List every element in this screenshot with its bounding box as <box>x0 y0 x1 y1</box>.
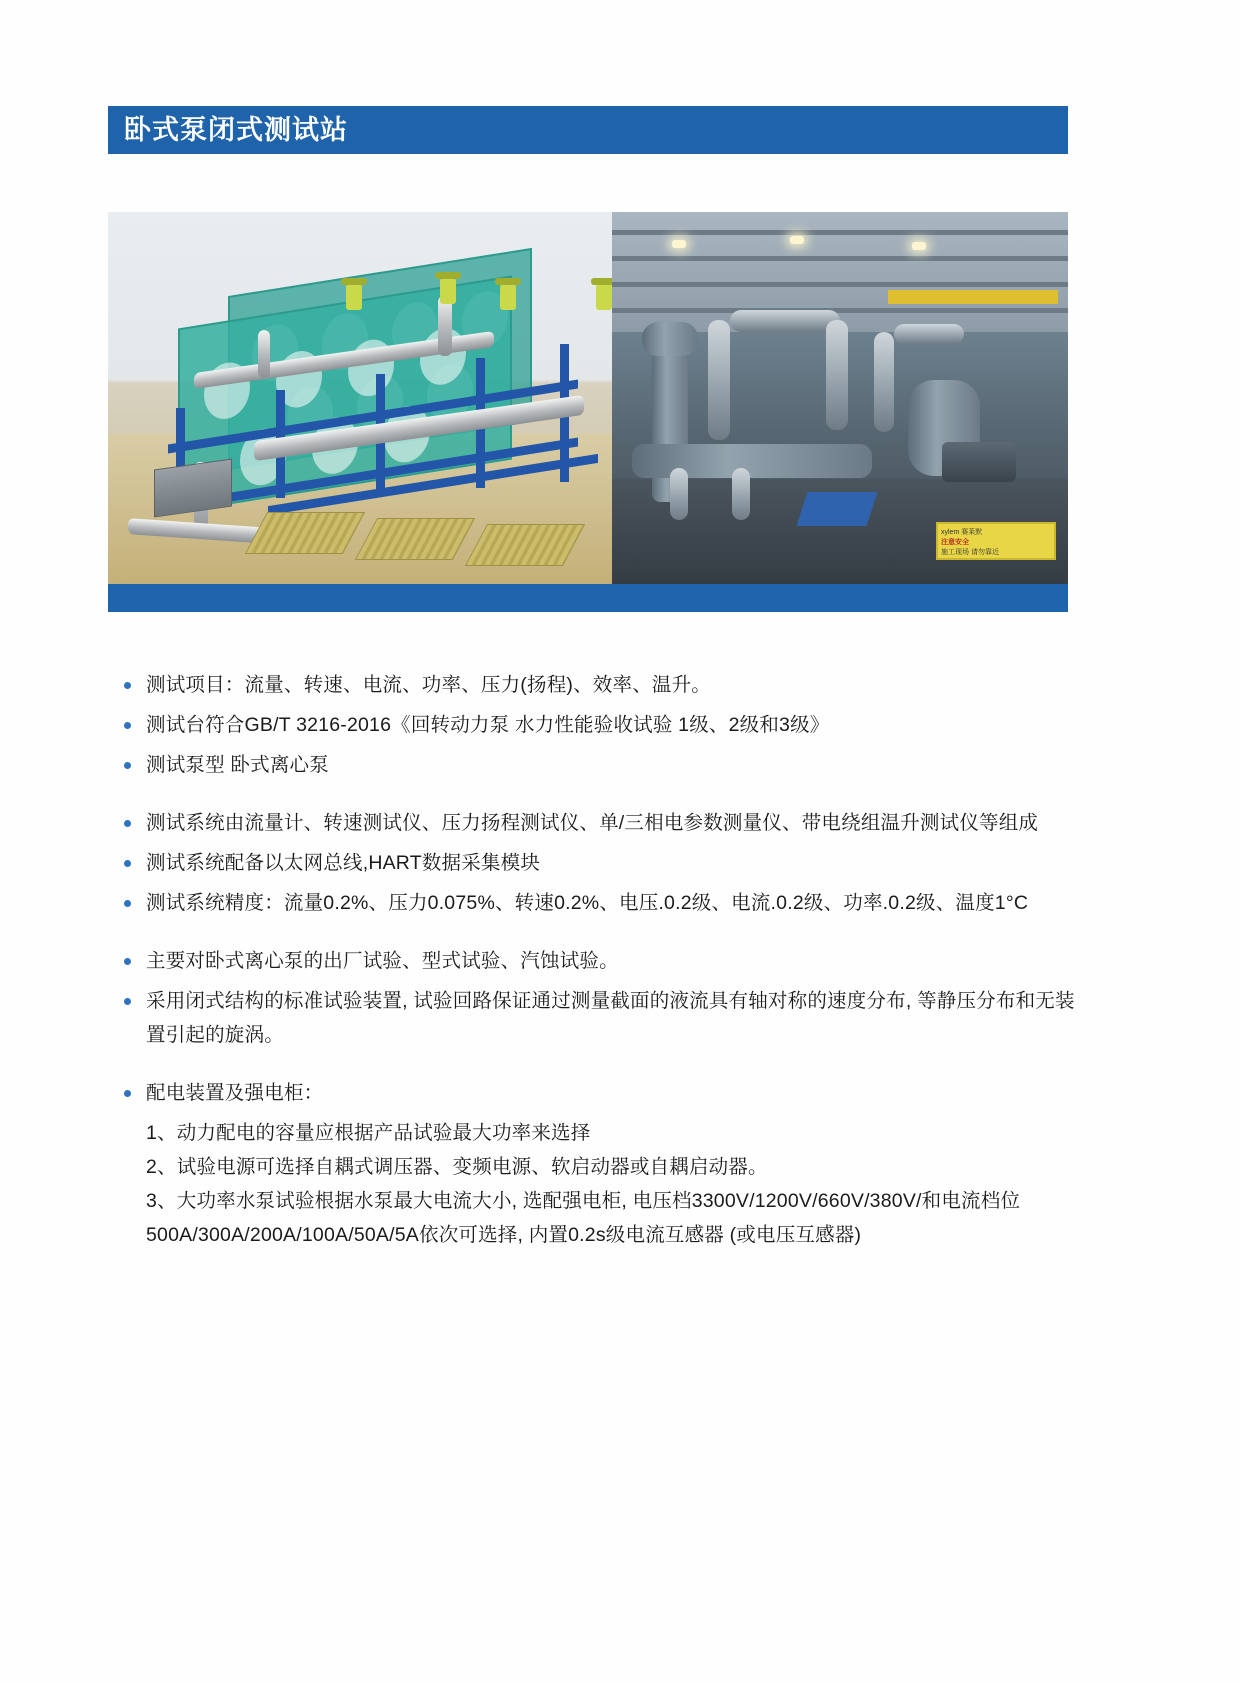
vessel-top-flange <box>642 322 698 356</box>
bullet-item: 测试系统配备以太网总线,HART数据采集模块 <box>108 846 1088 880</box>
safety-sign-line1: xylem 赛莱默 <box>941 529 983 536</box>
valve-4 <box>596 284 612 310</box>
silver-pipe-1 <box>708 320 730 440</box>
bullet-item: 主要对卧式离心泵的出厂试验、型式试验、汽蚀试验。 <box>108 944 1088 978</box>
power-item: 2、试验电源可选择自耦式调压器、变频电源、软启动器或自耦启动器。 <box>146 1156 768 1178</box>
valve-2 <box>440 278 456 304</box>
blue-pallet <box>796 492 877 526</box>
safety-sign-line2: 注意安全 <box>941 539 969 546</box>
power-item: 1、动力配电的容量应根据产品试验最大功率来选择 <box>146 1122 591 1144</box>
valve-3 <box>500 284 516 310</box>
figure-row <box>108 212 1068 584</box>
bullet-item: 测试系统精度：流量0.2%、压力0.075%、转速0.2%、电压.0.2级、电流.0.2级、功率.0.2级、温度1°C <box>108 886 1088 920</box>
body-content <box>108 668 1088 1276</box>
silver-pipe-2 <box>826 320 848 430</box>
pipe-riser-1 <box>438 296 452 356</box>
silver-pipe-3 <box>874 332 894 432</box>
photo-workshop <box>612 212 1068 584</box>
silver-pipe-5 <box>670 468 688 520</box>
section-test-system <box>108 806 1088 920</box>
page-title-bar <box>108 106 1068 154</box>
section-power-distribution <box>108 1076 1088 1252</box>
bullet-item: 测试台符合GB/T 3216-2016《回转动力泵 水力性能验收试验 1级、2级和3级》 <box>108 708 1088 742</box>
valve-1 <box>346 284 362 310</box>
overhead-crane <box>888 290 1058 304</box>
silver-pipe-6 <box>732 468 750 520</box>
silver-pipe-4 <box>894 324 964 344</box>
silver-pipe-header <box>730 310 840 332</box>
bullet-item: 测试项目：流量、转速、电流、功率、压力(扬程)、效率、温升。 <box>108 668 1088 702</box>
bullet-item: 测试泵型 卧式离心泵 <box>108 748 1088 782</box>
safety-sign-line3: 施工现场 请勿靠近 <box>941 549 999 556</box>
page-title: 卧式泵闭式测试站 <box>124 115 348 145</box>
pipe-riser-2 <box>258 330 270 378</box>
ceiling-lamp-2 <box>790 236 804 244</box>
ceiling-lamp-1 <box>672 240 686 248</box>
pump-motor-unit <box>942 442 1016 482</box>
render-3d-test-rig <box>108 212 612 584</box>
safety-sign <box>936 522 1056 560</box>
ceiling-lamp-3 <box>912 242 926 250</box>
bullet-item: 测试系统由流量计、转速测试仪、压力扬程测试仪、单/三相电参数测量仪、带电绕组温升测试仪等组成 <box>108 806 1088 840</box>
bullet-item: 采用闭式结构的标准试验装置, 试验回路保证通过测量截面的液流具有轴对称的速度分布, 等静压分布和无装置引起的旋涡。 <box>108 984 1088 1052</box>
horizontal-vessel <box>632 444 872 478</box>
power-section-heading: 配电装置及强电柜： <box>108 1076 1088 1110</box>
section-test-items <box>108 668 1088 782</box>
figure-band <box>108 212 1068 612</box>
section-test-purpose <box>108 944 1088 1052</box>
power-item: 3、大功率水泵试验根据水泵最大电流大小, 选配强电柜, 电压档3300V/1200V/660V/380V/和电流档位500A/300A/200A/100A/50A/5A依次可选择, 内置0.2s级电流互感器 (或电压互感器) <box>146 1190 1021 1246</box>
